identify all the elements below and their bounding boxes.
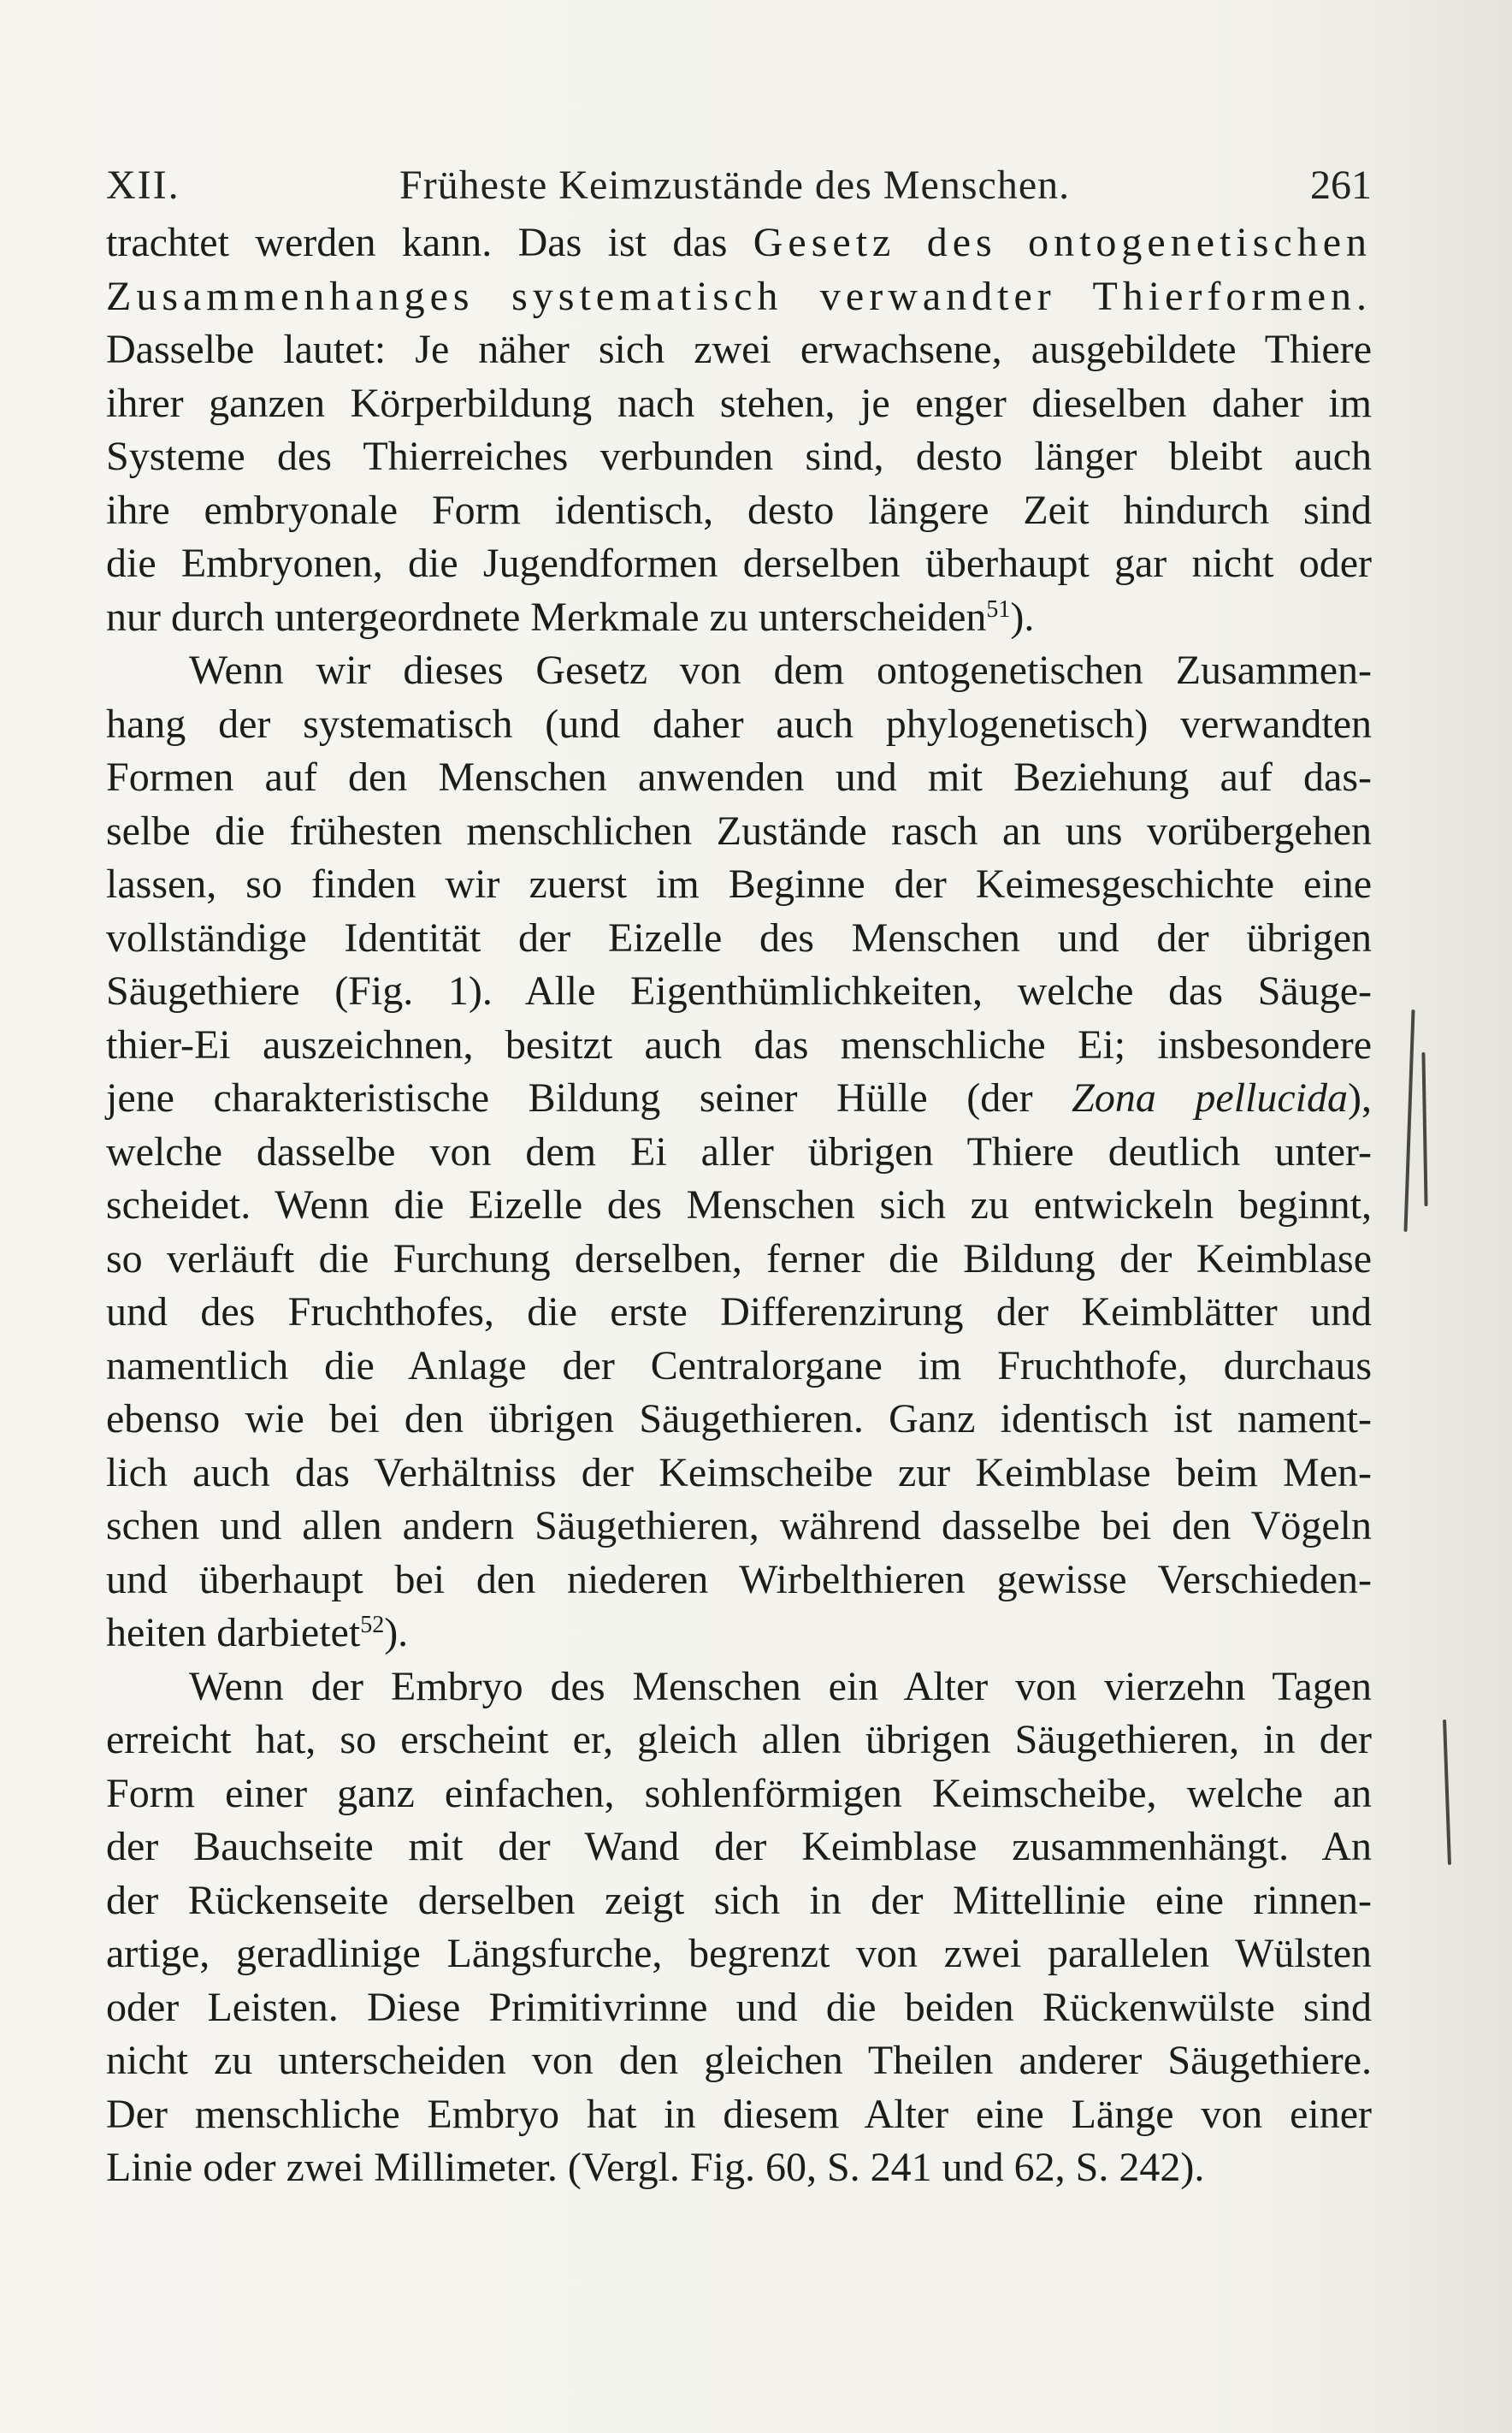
text-segment: Zusammenhanges systematisch verwandter Thierformen.: [106, 273, 1372, 319]
text-segment: nur durch untergeordnete Merkmale zu unterscheiden: [106, 594, 987, 640]
text-segment: schen und allen andern Säugethieren, während dasselbe bei den Vögeln: [106, 1503, 1372, 1548]
running-header: [106, 156, 1372, 216]
text-segment: nicht zu unterscheiden von den gleichen Theilen anderer Säugethiere.: [106, 2038, 1372, 2083]
text-line: [106, 1499, 1372, 1554]
text-line: [106, 1018, 1372, 1073]
text-segment: vollständige Identität der Eizelle des Menschen und der übrigen: [106, 915, 1372, 961]
text-segment: Formen auf den Menschen anwenden und mit Beziehung auf das-: [106, 755, 1372, 800]
text-segment: ).: [1010, 594, 1035, 640]
text-line: [106, 2087, 1372, 2142]
text-line: [106, 1125, 1372, 1180]
text-segment: ),: [1348, 1075, 1372, 1121]
text-line: [106, 804, 1372, 859]
text-line: [106, 2140, 1372, 2195]
text-segment: ).: [384, 1610, 409, 1655]
margin-pencil-mark: [1403, 1009, 1415, 1232]
text-segment: ihrer ganzen Körperbildung nach stehen, je enger dieselben daher im: [106, 380, 1372, 426]
text-segment: Dasselbe lautet: Je näher sich zwei erwachsene, ausgebildete Thiere: [106, 327, 1372, 372]
text-segment: lich auch das Verhältniss der Keimscheibe zur Keimblase beim Men-: [106, 1449, 1372, 1495]
text-line: [106, 1713, 1372, 1767]
text-segment: Säugethiere (Fig. 1). Alle Eigenthümlichkeiten, welche das Säuge-: [106, 968, 1372, 1014]
text-segment: trachtet werden kann. Das ist das: [106, 220, 753, 265]
text-line: [106, 2033, 1372, 2088]
text-segment: Der menschliche Embryo hat in diesem Alter eine Länge von einer: [106, 2091, 1372, 2137]
text-line: [189, 643, 1372, 698]
chapter-number: XII.: [106, 163, 180, 208]
text-segment: selbe die frühesten menschlichen Zustände rasch an uns vorübergehen: [106, 808, 1372, 854]
text-line: [106, 1178, 1372, 1233]
text-line: [106, 1285, 1372, 1340]
text-segment: ebenso wie bei den übrigen Säugethieren. Ganz identisch ist nament-: [106, 1396, 1372, 1441]
text-segment: Wenn wir dieses Gesetz von dem ontogenetischen Zusammen-: [189, 648, 1372, 693]
text-segment: ihre embryonale Form identisch, desto längere Zeit hindurch sind: [106, 487, 1372, 533]
text-segment: der Rückenseite derselben zeigt sich in der Mittellinie eine rinnen-: [106, 1877, 1372, 1923]
page-number: 261: [1310, 163, 1372, 208]
text-line: [106, 1767, 1372, 1821]
text-line: [106, 536, 1372, 591]
text-line: [106, 964, 1372, 1019]
text-segment: die Embryonen, die Jugendformen derselben überhaupt gar nicht oder: [106, 541, 1372, 586]
text-line: [106, 483, 1372, 538]
text-segment: Systeme des Thierreiches verbunden sind, desto länger bleibt auch: [106, 434, 1372, 479]
text-line: [106, 216, 1372, 270]
text-segment: so verläuft die Furchung derselben, ferner die Bildung der Keimblase: [106, 1235, 1372, 1282]
text-line: [106, 1339, 1372, 1394]
text-segment: namentlich die Anlage der Centralorgane im Fruchthofe, durchaus: [106, 1342, 1372, 1388]
text-segment: erreicht hat, so erscheint er, gleich allen übrigen Säugethieren, in der: [106, 1717, 1372, 1762]
text-line: [189, 1660, 1372, 1714]
text-line: [106, 1553, 1372, 1607]
text-segment: und des Fruchthofes, die erste Differenzirung der Keimblätter und: [106, 1289, 1372, 1335]
text-line: [106, 1392, 1372, 1447]
running-title: Früheste Keimzustände des Menschen.: [399, 163, 1071, 208]
margin-pencil-mark: [1443, 1720, 1451, 1865]
text-segment: Linie oder zwei Millimeter. (Vergl. Fig. 60, S. 241 und 62, S. 242).: [106, 2145, 1205, 2190]
text-line: [106, 590, 1372, 645]
text-line: [106, 857, 1372, 912]
text-line: [106, 750, 1372, 805]
text-line: [106, 1820, 1372, 1874]
text-line: [106, 269, 1372, 324]
text-segment: Wenn der Embryo des Menschen ein Alter von vierzehn Tagen: [189, 1663, 1372, 1709]
text-segment: Gesetz des ontogenetischen: [753, 220, 1372, 265]
footnote-ref: 51: [986, 595, 1011, 623]
text-segment: Zona pellucida: [1072, 1075, 1349, 1121]
text-segment: Form einer ganz einfachen, sohlenförmigen Keimscheibe, welche an: [106, 1770, 1372, 1816]
text-segment: der Bauchseite mit der Wand der Keimblase zusammenhängt. An: [106, 1824, 1372, 1869]
text-segment: thier-Ei auszeichnen, besitzt auch das menschliche Ei; insbesondere: [106, 1021, 1372, 1068]
margin-pencil-mark: [1421, 1052, 1427, 1206]
text-line: [106, 697, 1372, 752]
text-segment: lassen, so finden wir zuerst im Beginne der Keimesgeschichte eine: [106, 861, 1372, 907]
text-segment: artige, geradlinige Längsfurche, begrenzt von zwei parallelen Wülsten: [106, 1931, 1372, 1976]
text-segment: jene charakteristische Bildung seiner Hülle (der: [106, 1075, 1072, 1121]
text-line: [106, 429, 1372, 484]
text-line: [106, 323, 1372, 377]
text-line: [106, 1232, 1372, 1287]
text-line: [106, 376, 1372, 431]
text-line: [106, 1927, 1372, 1981]
text-line: [106, 1446, 1372, 1501]
text-segment: scheidet. Wenn die Eizelle des Menschen sich zu entwickeln beginnt,: [106, 1182, 1372, 1228]
text-segment: und überhaupt bei den niederen Wirbelthieren gewisse Verschieden-: [106, 1556, 1372, 1602]
footnote-ref: 52: [360, 1612, 385, 1638]
text-segment: oder Leisten. Diese Primitivrinne und die beiden Rückenwülste sind: [106, 1984, 1372, 2030]
text-line: [106, 1606, 1372, 1660]
text-line: [106, 1874, 1372, 1928]
text-segment: welche dasselbe von dem Ei aller übrigen Thiere deutlich unter-: [106, 1128, 1372, 1175]
text-line: [106, 1071, 1372, 1126]
text-segment: hang der systematisch (und daher auch phylogenetisch) verwandten: [106, 701, 1372, 747]
text-line: [106, 1980, 1372, 2035]
text-segment: heiten darbietet: [106, 1610, 361, 1655]
text-line: [106, 911, 1372, 966]
